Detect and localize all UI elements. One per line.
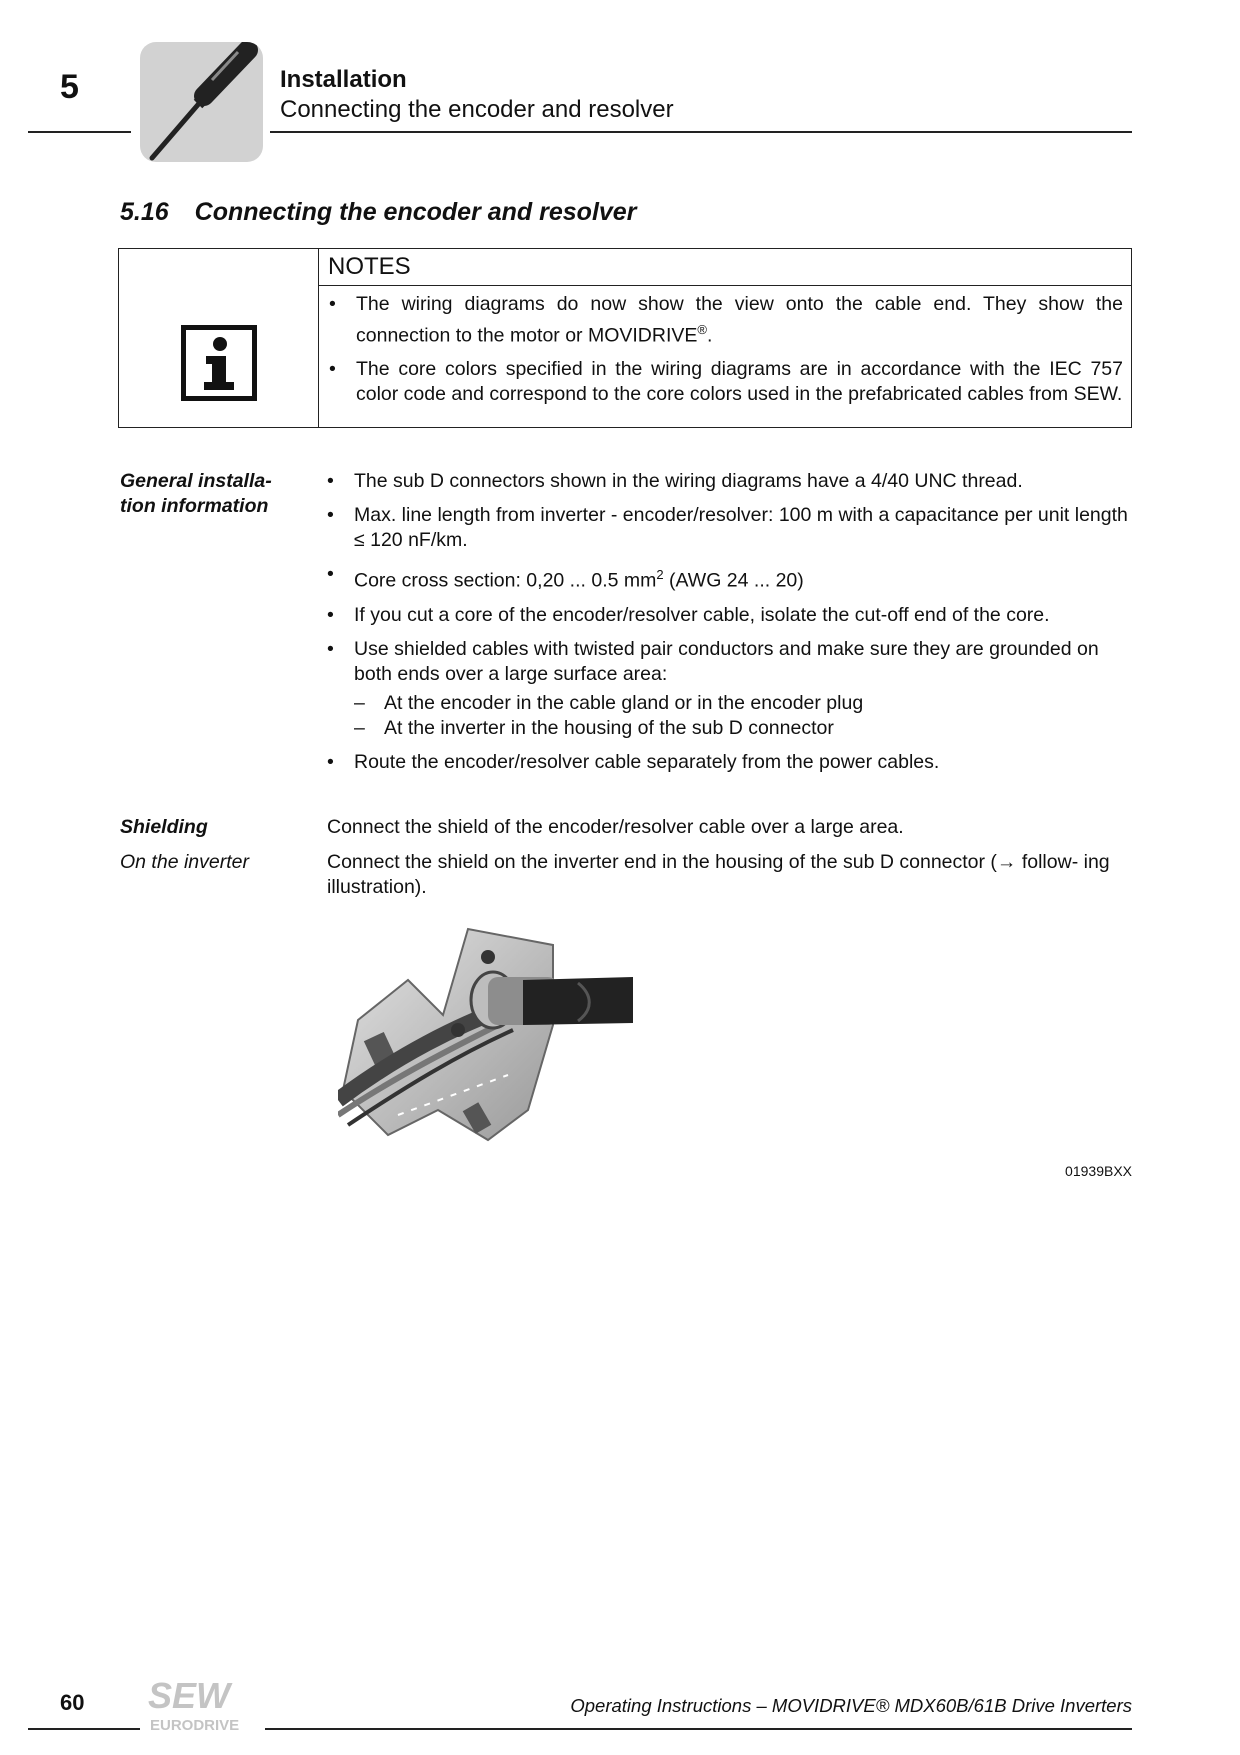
shielding-text: Connect the shield of the encoder/resolver cable over a large area. [327,816,904,838]
general-label [120,469,300,519]
notes-item-text: The core colors specified in the wiring diagrams are in accordance with the IEC 757 color code and correspond to the core colors used in the prefabricated cables from SEW. [356,357,1123,405]
shielding-label: Shielding [120,816,208,838]
list-item: • Route the encoder/resolver cable separately from the power cables. [327,750,940,773]
core-tail: (AWG 24 ... 20) [663,569,804,592]
footer-rule-right [265,1728,1132,1730]
sub-list-item: – At the inverter in the housing of the sub D connector [354,716,834,739]
list-item-text: Use shielded cables with twisted pair conductors and make sure they are grounded on both ends over a large surface area: [354,637,1099,685]
list-item: • Max. line length from inverter - encoder/resolver: 100 m with a capacitance per unit length ≤ 120 nF/km. [327,504,1128,551]
chapter-tab [140,42,263,162]
inverter-label: On the inverter [120,851,249,873]
list-item-text: Max. line length from inverter - encoder/resolver: 100 m with a capacitance per unit length ≤ 120 nF/km. [354,504,1128,551]
chapter-number: 5 [60,68,79,106]
inverter-text: Connect the shield on the inverter end in the housing of the sub D connector (→ follow- ing illustration). [327,851,1110,898]
page-number: 60 [60,1690,85,1715]
notes-icon-cell [119,249,319,427]
general-label-line: General installa- [120,470,272,492]
header-rule-right [270,131,1132,133]
list-item-text: The sub D connectors shown in the wiring diagrams have a 4/40 UNC thread. [354,470,1023,492]
footer-rule-left [28,1728,140,1730]
sub-list [354,691,1132,741]
info-icon [181,325,257,401]
core-superscript: 2 [656,567,664,582]
section-number: 5.16 [120,198,169,226]
notes-item-suffix: . [707,324,713,347]
notes-list [319,286,1131,415]
list-item: • The sub D connectors shown in the wiring diagrams have a 4/40 UNC thread. [327,470,1023,492]
sub-list-item: – At the encoder in the cable gland or in the encoder plug [354,691,864,714]
header-title: Installation [280,66,407,93]
notes-box [118,248,1132,428]
screwdriver-icon [140,42,263,162]
list-item-text: Route the encoder/resolver cable separately from the power cables. [354,750,940,773]
svg-text:EURODRIVE: EURODRIVE [150,1717,240,1733]
notes-item-text: The wiring diagrams do now show the view onto the cable end. They show the connection to the motor or MOVIDRIVE [356,293,1123,347]
notes-item: • The core colors specified in the wiring diagrams are in accordance with the IEC 757 color code and correspond to the core colors used in the prefabricated cables from SEW. [329,357,1123,405]
sub-list-item-text: At the inverter in the housing of the sub D connector [384,716,834,739]
connector-photo [338,925,633,1150]
svg-text:SEW: SEW [148,1675,231,1716]
list-item: • If you cut a core of the encoder/resolver cable, isolate the cut-off end of the core. [327,603,1050,626]
section-title [120,198,636,227]
general-label-line: tion information [120,495,269,517]
section-title-text: Connecting the encoder and resolver [194,198,637,226]
notes-item: • The wiring diagrams do now show the view onto the cable end. They show the connection to the motor or MOVIDRIVE®. [329,293,1123,347]
sew-eurodrive-logo [140,1675,265,1733]
header-subtitle: Connecting the encoder and resolver [280,96,674,123]
list-item-text: If you cut a core of the encoder/resolver cable, isolate the cut-off end of the core. [354,603,1050,626]
footer-text: Operating Instructions – MOVIDRIVE® MDX60B/61B Drive Inverters [570,1695,1132,1716]
notes-heading: NOTES [319,249,1131,286]
list-item: • Use shielded cables with twisted pair conductors and make sure they are grounded on both ends over a large surface area: – At the encoder in the cable gland or in the encoder plug – At the inverter in the housing of the sub D connector [317,637,1132,741]
sub-list-item-text: At the encoder in the cable gland or in the encoder plug [384,691,864,714]
header-rule-left [28,131,131,133]
list-item: • Core cross section: 0,20 ... 0.5 $mm^2$ (AWG 24 ... 20) [327,563,804,592]
figure-code: 01939BXX [1065,1163,1132,1179]
list-item-text: Core cross section: 0,20 ... 0.5 mm [354,569,657,592]
general-list [317,469,1132,784]
